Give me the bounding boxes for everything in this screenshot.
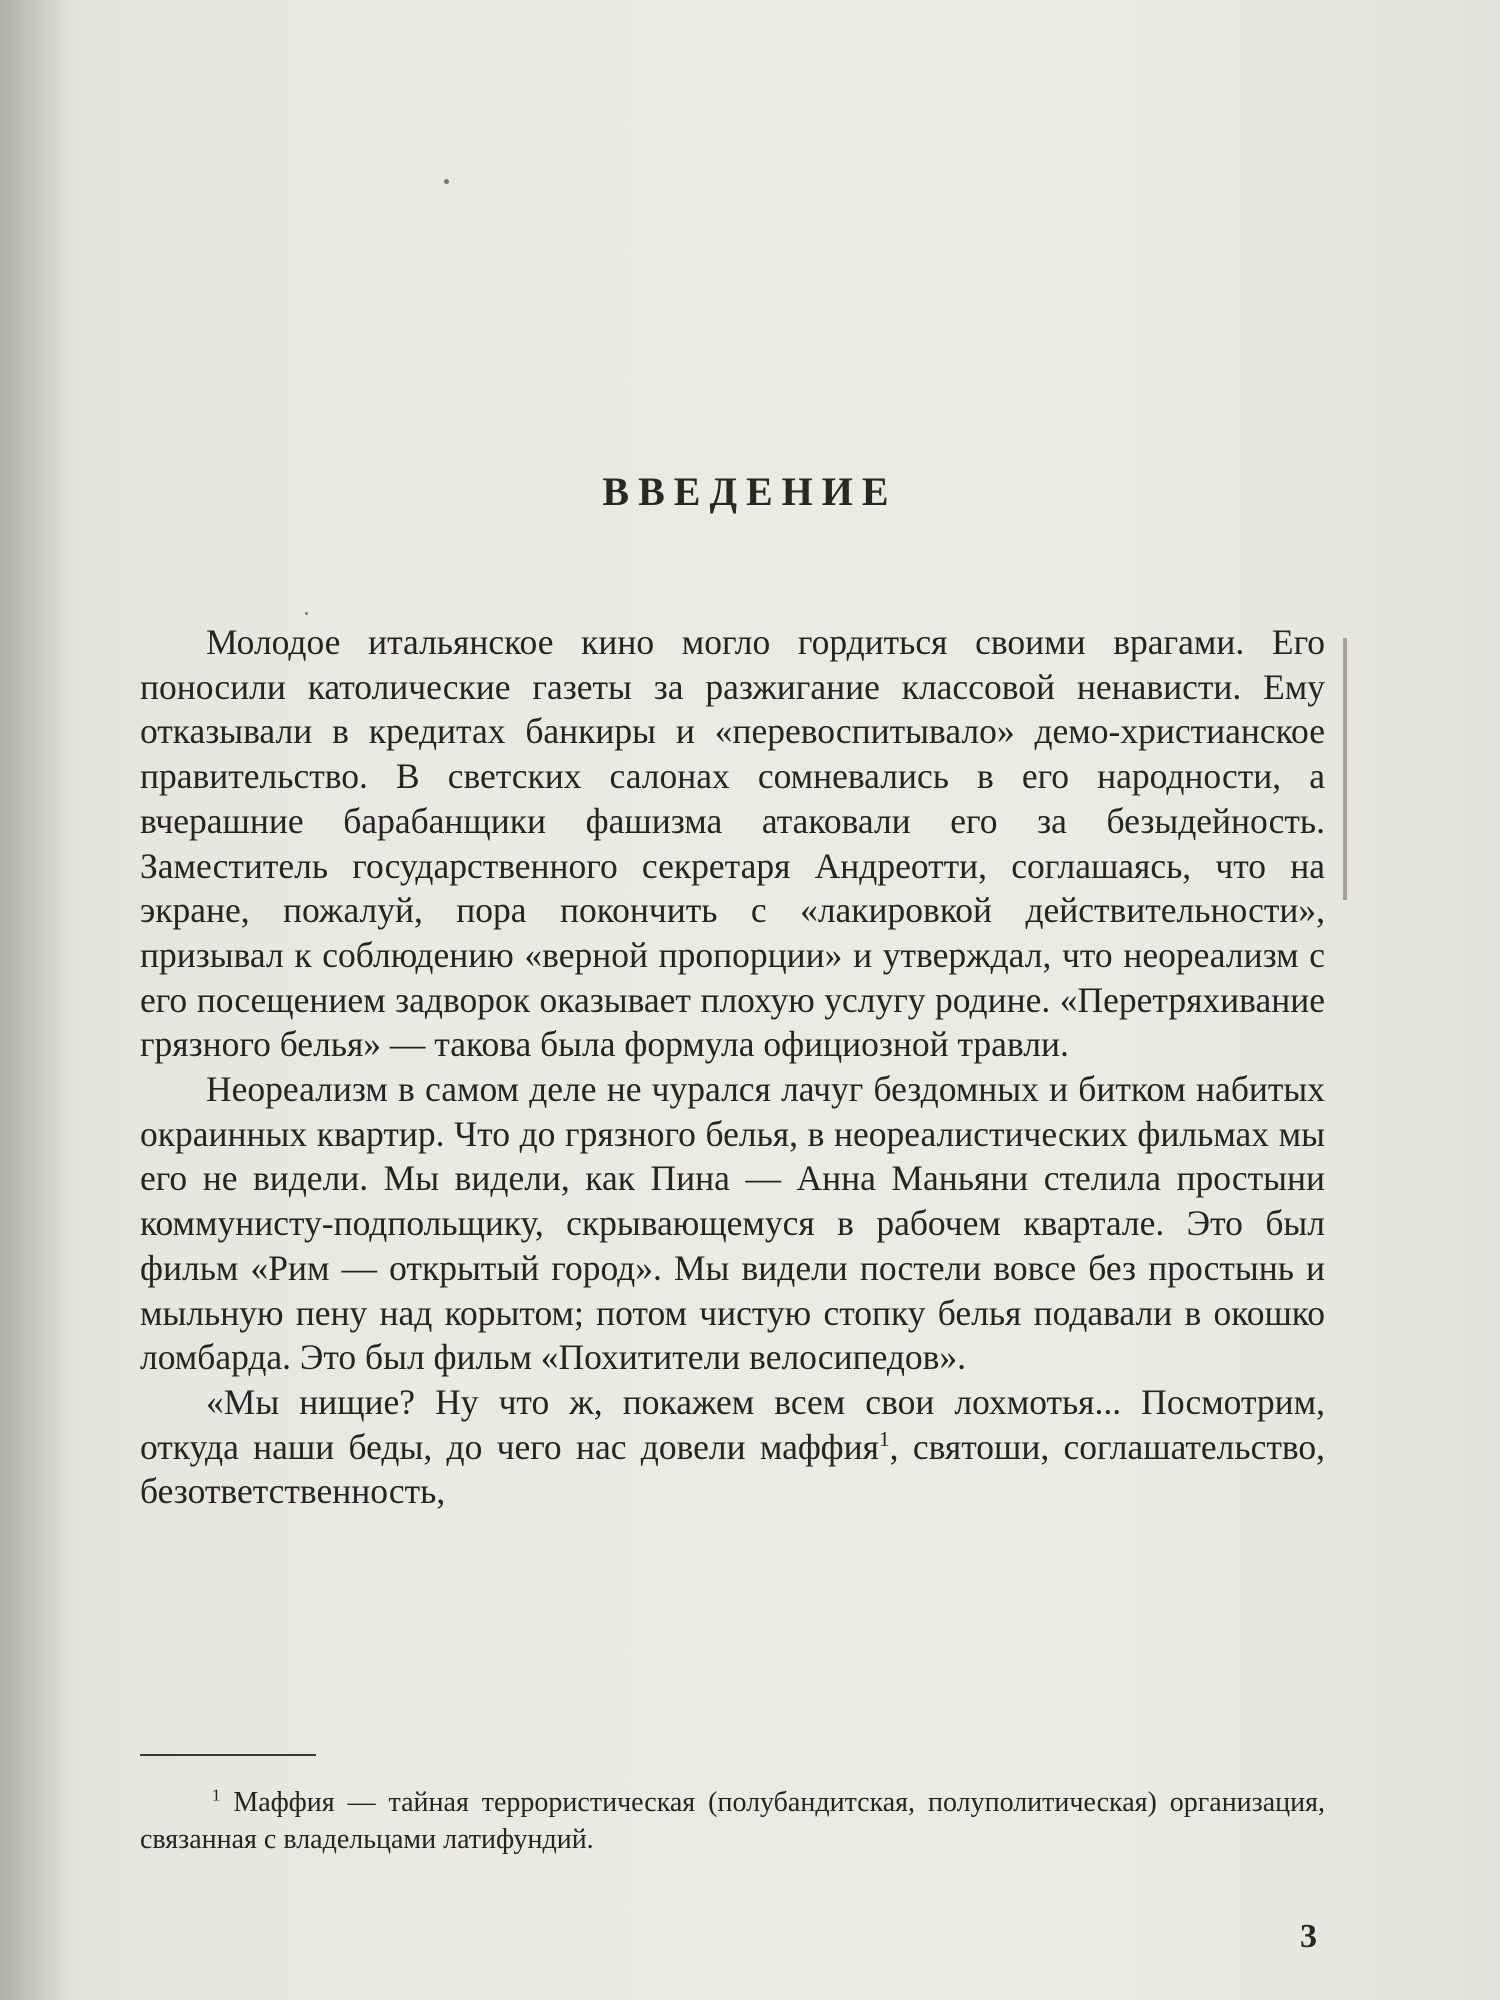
margin-pencil-mark <box>1343 638 1347 900</box>
paragraph-3-text-b: , святоши, соглашательство, безответственность, <box>140 1426 1326 1512</box>
footnote-marker: 1 <box>212 1785 221 1805</box>
paper-speck <box>305 612 308 615</box>
paragraph-3-text-a: «Мы нищие? Ну что ж, покажем всем свои лохмотья... Посмотрим, откуда наши беды, до чего нас довели маффия <box>140 1381 1325 1467</box>
paragraph-1: Молодое итальянское кино могло гордиться своими врагами. Его поносили католические газеты за разжигание классовой ненависти. Ему отказывали в кредитах банкиры и «перевоспитывало» демо-христианское правительство. В светских салонах сомневались в его народности, а вчерашние барабанщики фашизма атаковали его за безыдейность. Заместитель государственного секретаря Андреотти, соглашаясь, что на экране, пожалуй, пора покончить с «лакировкой действительности», призывал к соблюдению «верной пропорции» и утверждал, что неореализм с его посещением задворок оказывает плохую услугу родине. «Перетряхивание грязного белья» — такова была формула официозной травли. <box>140 622 1325 1065</box>
page-number: 3 <box>1300 1918 1317 1955</box>
footnote-text: Маффия — тайная террористическая (полубандитская, полуполитическая) организация, связанная с владельцами латифундий. <box>140 1787 1325 1855</box>
paragraph-2: Неореализм в самом деле не чурался лачуг бездомных и битком набитых окраинных квартир. Что до грязного белья, в неореалистических фильмах мы его не видели. Мы видели, как Пина — Анна Маньяни стелила простыни коммунисту-подпольщику, скрывающемуся в рабочем квартале. Это был фильм «Рим — открытый город». Мы видели постели вовсе без простынь и мыльную пену над корытом; потом чистую стопку белья подавали в окошко ломбарда. Это был фильм «Похитители велосипедов». <box>140 1069 1325 1378</box>
footnote <box>140 1784 1325 1858</box>
paragraph-3 <box>140 1380 1325 1514</box>
footnote-reference: 1 <box>879 1426 890 1451</box>
chapter-title: ВВЕДЕНИЕ <box>602 469 898 514</box>
spine-shadow <box>0 0 70 2000</box>
body-text <box>140 620 1325 1514</box>
footnote-divider <box>140 1754 316 1756</box>
paper-speck <box>444 179 449 184</box>
